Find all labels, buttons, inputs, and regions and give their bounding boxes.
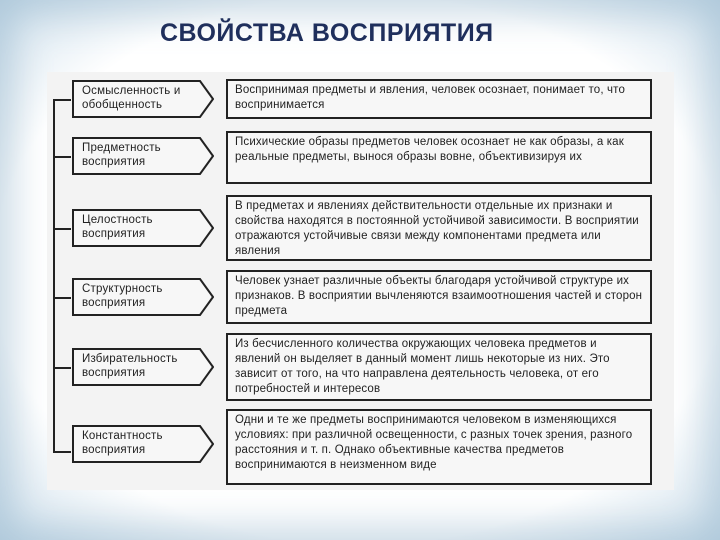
property-label: Предметность восприятия: [82, 142, 161, 168]
property-description: В предметах и явлениях действительности отдельные их признаки и свойства находятся в постоянной устойчивой зависимости. В восприятии отражаются устойчивые связи между компонентами предмета или явления: [226, 195, 652, 261]
property-label-box: [72, 348, 214, 386]
property-label-box: [72, 80, 214, 118]
connector-tick: [53, 451, 71, 453]
property-label: Избирательность восприятия: [82, 353, 178, 379]
property-label: Осмысленность и обобщенность: [82, 85, 181, 111]
property-description: Человек узнает различные объекты благодаря устойчивой структуре их признаков. В восприятии вычленяются взаимоотношения частей и сторон предмета: [226, 270, 652, 324]
property-label-box: [72, 137, 214, 175]
slide-title: СВОЙСТВА ВОСПРИЯТИЯ: [160, 19, 494, 47]
property-label-box: [72, 209, 214, 247]
property-description: Психические образы предметов человек осознает не как образы, а как реальные предметы, вынося образы вовне, объективизируя их: [226, 131, 652, 184]
property-description: Одни и те же предметы воспринимаются человеком в изменяющихся условиях: при различной освещенности, с разных точек зрения, разного расстояния и т. п. Однако объективные качества предметов воспринимаются в неизменном виде: [226, 409, 652, 485]
property-label: Структурность восприятия: [82, 283, 163, 309]
property-description: Воспринимая предметы и явления, человек осознает, понимает то, что воспринимается: [226, 79, 652, 119]
property-label-box: [72, 278, 214, 316]
property-label: Целостность восприятия: [82, 214, 153, 240]
property-label-box: [72, 425, 214, 463]
connector-tick: [53, 297, 71, 299]
connector-tick: [53, 99, 71, 101]
connector-tick: [53, 367, 71, 369]
connector-tick: [53, 228, 71, 230]
property-label: Константность восприятия: [82, 430, 163, 456]
property-description: Из бесчисленного количества окружающих человека предметов и явлений он выделяет в данный момент лишь некоторые из них. Это зависит от того, на что направлена деятельность человека, от его потребностей и интересов: [226, 333, 652, 401]
connector-spine: [53, 100, 55, 452]
connector-tick: [53, 156, 71, 158]
